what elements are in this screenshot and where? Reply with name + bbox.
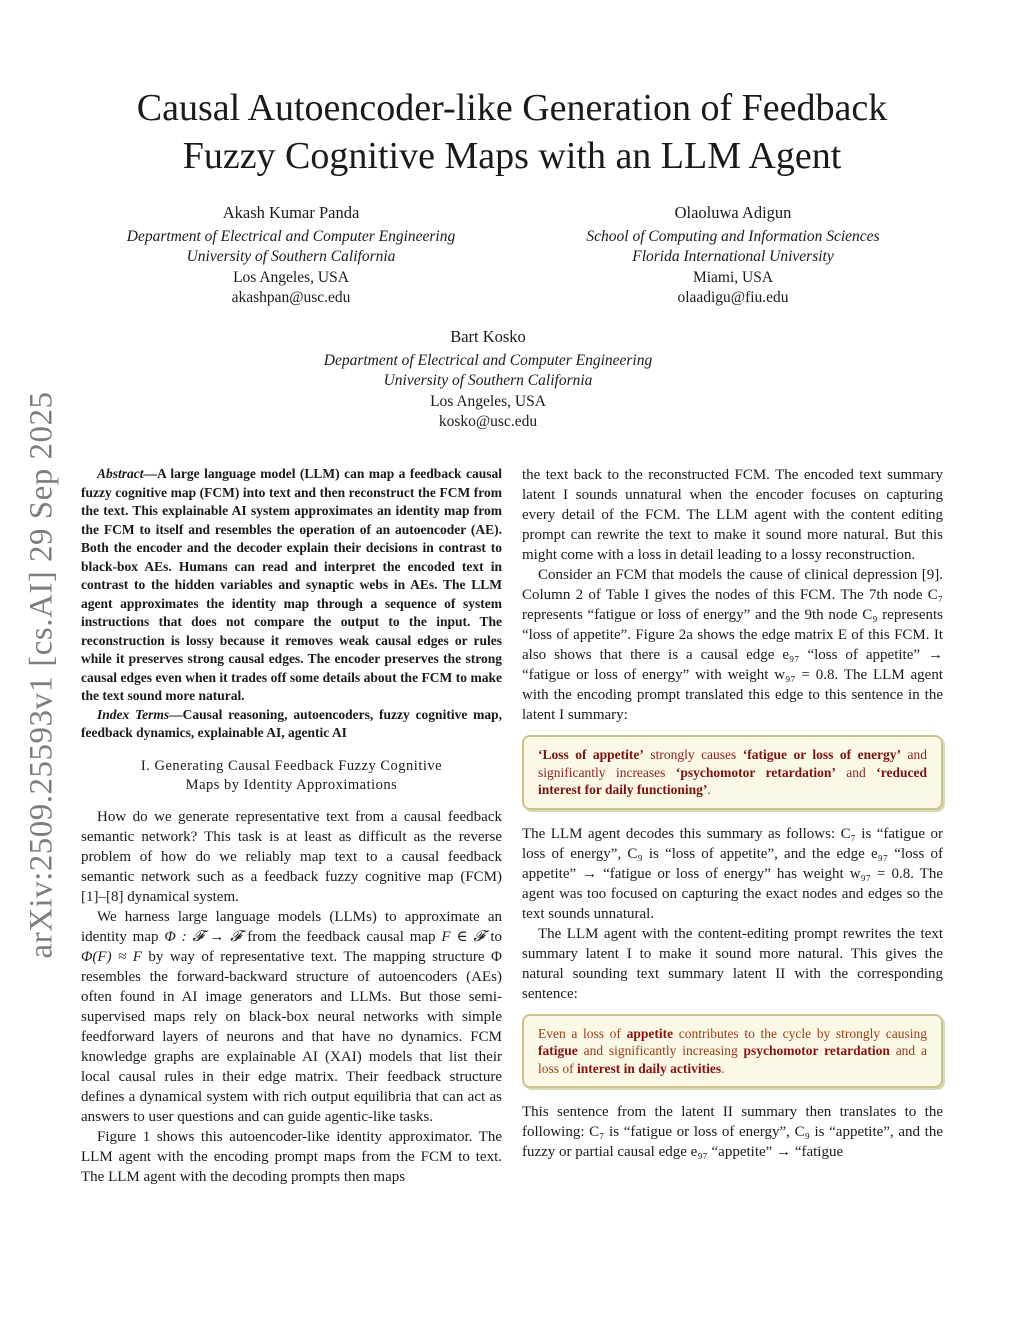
paper-title <box>80 84 944 180</box>
abstract: Abstract—A large language model (LLM) can map a feedback causal fuzzy cognitive map (FCM) into text and then reconstruct the FCM from the text. This explainable AI system approximates an identity map from the FCM to itself and resembles the operation of an autoencoder (AE). Both the encoder and the decoder explain their decisions in contrast to black-box AEs. Humans can read and interpret the encoded text in contrast to the hidden variables and synaptic webs in AEs. The LLM agent approximates the identity map through a sequence of system instructions that does not compare the output to the input. The reconstruction is lossy because it removes weak causal edges or rules while it preserves strong causal edges. The encoder preserves the strong causal edges even when it trades off some details about the FCM to make the text sound more natural. <box>81 466 502 703</box>
paragraph: How do we generate representative text from a causal feedback semantic network? This task is at least as difficult as the reverse problem of how do we reliably map text to a causal feedback semantic network such as a feedback fuzzy cognitive map (FCM) [1]–[8] dynamical system. <box>81 808 502 905</box>
latent-i-sentence-box: ‘Loss of appetite’ strongly causes ‘fatigue or loss of energy’ and significantly increases ‘psychomotor retardation’ and ‘reduced interest for daily functioning’. <box>522 735 943 810</box>
author-name: Akash Kumar Panda <box>222 203 360 222</box>
author-univ: Florida International University <box>632 248 834 265</box>
author-city: Los Angeles, USA <box>233 268 349 286</box>
latent-ii-sentence-box: Even a loss of appetite contributes to the cycle by strongly causing fatigue and significantly increasing psychomotor retardation and a loss of interest in daily activities. <box>522 1014 943 1089</box>
arxiv-stamp: arXiv:2509.25593v1 [cs.AI] 29 Sep 2025 <box>23 391 60 959</box>
author-block-1 <box>90 203 492 309</box>
paragraph: The LLM agent with the content-editing prompt rewrites the text summary latent I to make it sound more natural. This gives the natural sounding text summary latent II with the corresponding sentence: <box>522 925 943 1002</box>
author-dept: Department of Electrical and Computer Engineering <box>126 227 456 245</box>
paragraph: This sentence from the latent II summary then translates to the following: C₇ is “fatigue or loss of energy”, C₉ is “appetite”, and the fuzzy or partial causal edge e₉₇ “appetite” → “fatigue <box>522 1104 943 1160</box>
author-name: Olaoluwa Adigun <box>674 203 792 222</box>
section-heading: I. Generating Causal Feedback Fuzzy Cognitive Maps by Identity Approximations <box>140 757 443 793</box>
author-email[interactable]: kosko@usc.edu <box>438 413 538 430</box>
title-line-1: Causal Autoencoder-like Generation of Feedback <box>136 87 888 129</box>
author-univ: University of Southern California <box>383 372 593 389</box>
author-block-3 <box>287 327 689 433</box>
author-city: Los Angeles, USA <box>430 392 546 410</box>
author-block-2 <box>530 203 936 309</box>
author-email[interactable]: akashpan@usc.edu <box>231 289 351 306</box>
paragraph: We harness large language models (LLMs) to approximate an identity map Φ : 𝓕 → 𝓕 from the feedback causal map F ∈ 𝓕 to Φ(F) ≈ F by way of representative text. The mapping structure Φ resembles the forward-backward structure of autoencoders (AEs) often found in AI image generators and LLMs. But those semi-supervised maps rely on black-box neural networks with simple feedforward layers of neurons and that have no dynamics. FCM knowledge graphs are explainable AI (XAI) models that list their local causal rules in their edge matrix. Their feedback structure defines a dynamical system with rich output equilibria that can act as answers to user questions and can guide agentic-like tasks. <box>81 908 503 1125</box>
author-dept: Department of Electrical and Computer Engineering <box>323 351 653 369</box>
right-column <box>522 465 943 1162</box>
author-email[interactable]: olaadigu@fiu.edu <box>677 289 789 306</box>
author-dept: School of Computing and Information Sciences <box>586 227 880 245</box>
paragraph: The LLM agent decodes this summary as follows: C₇ is “fatigue or loss of energy”, C₉ is “loss of appetite”, and the edge e₉₇ “loss of appetite” → “fatigue or loss of energy” has weight w₉₇ = 0.8. The agent was too focused on capturing the exact nodes and edges so the text sounds unnatural. <box>522 825 943 922</box>
left-column <box>81 465 502 1187</box>
title-line-2: Fuzzy Cognitive Maps with an LLM Agent <box>182 135 842 177</box>
author-city: Miami, USA <box>692 268 774 286</box>
author-name: Bart Kosko <box>450 327 526 346</box>
paragraph: Figure 1 shows this autoencoder-like identity approximator. The LLM agent with the encoding prompt maps from the FCM to text. The LLM agent with the decoding prompts then maps <box>81 1128 502 1185</box>
author-univ: University of Southern California <box>186 248 396 265</box>
paragraph: the text back to the reconstructed FCM. The encoded text summary latent I sounds unnatural when the encoder focuses on capturing every detail of the FCM. The LLM agent with the content editing prompt can rewrite the text to make it sound more natural. But this might come with a loss in detail leading to a lossy reconstruction. <box>522 467 943 563</box>
paragraph: Consider an FCM that models the cause of clinical depression [9]. Column 2 of Table I gives the nodes of this FCM. The 7th node C₇ represents “fatigue or loss of energy” and the 9th node C₉ represents “loss of appetite”. Figure 2a shows the edge matrix E of this FCM. It also shows that there is a causal edge e₉₇ “loss of appetite” → “fatigue or loss of energy” with weight w₉₇ = 0.8. The LLM agent with the encoding prompt translated this edge to this sentence in the latent I summary: <box>522 567 943 723</box>
index-terms: Index Terms—Causal reasoning, autoencoders, fuzzy cognitive map, feedback dynamics, explainable AI, agentic AI <box>81 706 502 740</box>
